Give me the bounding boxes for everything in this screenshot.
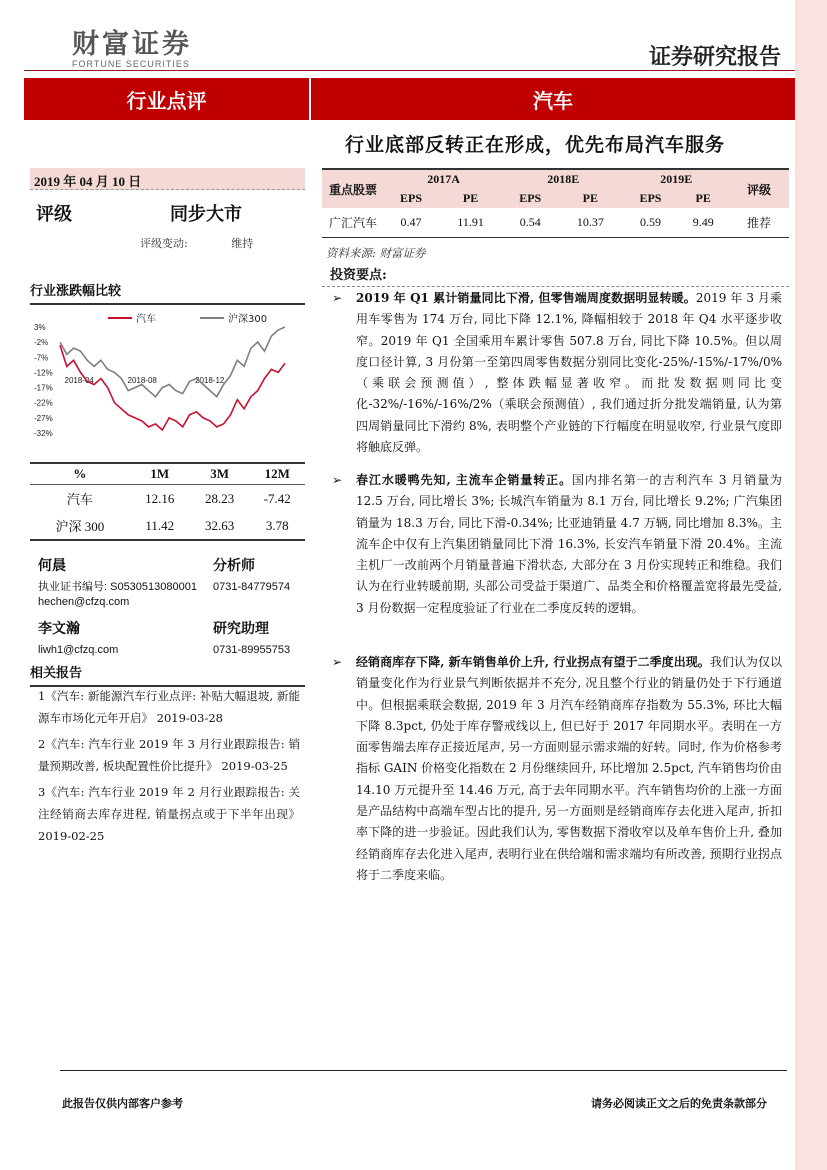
key-point xyxy=(332,470,782,619)
banner-category: 行业点评 xyxy=(126,88,207,113)
stock-cell: 11.91 xyxy=(438,208,503,238)
stock-cell: 0.47 xyxy=(384,208,438,238)
rating-change xyxy=(140,235,253,251)
analyst-name: 李文瀚 xyxy=(38,621,80,637)
perf-header: 3M xyxy=(190,463,250,485)
related-report-item[interactable]: 2《汽车: 汽车行业 2019 年 3 月行业跟踪报告: 销量预期改善, 板块配置性价比提升》 2019-03-25 xyxy=(38,737,300,773)
table-header-row xyxy=(322,169,789,189)
metric-header: EPS xyxy=(623,189,677,208)
key-points-heading: 投资要点: xyxy=(322,264,789,287)
series-line-hs300 xyxy=(60,327,285,397)
analyst-role: 分析师 xyxy=(213,558,255,574)
metric-header: PE xyxy=(557,189,623,208)
perf-cell: 11.42 xyxy=(130,512,190,540)
banner-industry: 汽车 xyxy=(309,78,795,120)
perf-cell: 汽车 xyxy=(66,492,93,507)
y-tick-label: -2% xyxy=(34,338,49,348)
rating-row xyxy=(30,200,305,226)
y-tick-label: -7% xyxy=(34,353,49,363)
logo-en: FORTUNE SECURITIES xyxy=(72,59,190,69)
y-tick-label: 3% xyxy=(34,323,46,332)
key-point xyxy=(332,288,782,458)
related-report-item[interactable]: 3《汽车: 汽车行业 2019 年 2 月行业跟踪报告: 关注经销商去库存进程, 销量拐点或于下半年出现》 2019-02-25 xyxy=(38,785,300,843)
legend-label: 汽车 xyxy=(136,314,156,325)
year-header: 2017A xyxy=(384,169,503,189)
chart-section-heading: 行业涨跌幅比较 xyxy=(30,280,305,305)
arrow-bullet-icon: ➢ xyxy=(332,473,343,487)
analyst-phone: 0731-84779574 xyxy=(213,581,291,593)
logo-cn: 财富证券 xyxy=(72,29,192,60)
performance-chart-svg xyxy=(30,305,305,450)
metric-header: EPS xyxy=(503,189,557,208)
analyst-role: 研究助理 xyxy=(213,621,269,637)
arrow-bullet-icon: ➢ xyxy=(332,655,343,669)
key-point-text: 我们认为仅以销量变化作为行业景气判断依据并不充分, 况且整个行业的销量仍处于下行通道中。但根据乘联会数据, 2019 年 3 月汽车经销商库存指数为 55.3%, 环比大幅下降 8.3pct, 仍处于库存警戒线以上, 但已好于 2017 年同期水平。表明在一方面零售端去库存正接近尾声, 另一方面则显示需求端的好转。同时, 作为价格参考指标 GAIN 价格变化指数在 2 月份继续回升, 环比增加 2.5pct, 汽车销售均价由 14.10 万元提升至 14.46 万元, 高于去年同期水平。汽车销售均价的上涨一方面是产品结构中高端车型占比的提升, 另一方面则是经销商库存去化进入尾声, 折扣率下降的进一步验证。因此我们认为, 零售数据下滑收窄以及单车售价上升, 叠加经销商库存去化进入尾声, 表明行业在供给端和需求端均有所改善, 预期行业拐点将于二季度来临。 xyxy=(356,655,782,882)
perf-cell: 12.16 xyxy=(145,490,175,506)
analyst-email[interactable]: hechen@cfzq.com xyxy=(38,596,130,608)
stock-col-header: 重点股票 xyxy=(322,169,384,208)
x-tick-label: 2018-08 xyxy=(127,376,157,385)
rating-change-value: 维持 xyxy=(231,237,254,250)
y-tick-label: -17% xyxy=(34,383,53,393)
key-point-headline: 2019 年 Q1 累计销量同比下滑, 但零售端周度数据明显转暖。 xyxy=(356,291,696,305)
stock-cell: 推荐 xyxy=(729,208,789,238)
stock-cell: 0.54 xyxy=(503,208,557,238)
perf-header: 12M xyxy=(250,463,305,485)
side-strip xyxy=(795,0,827,1170)
rating-col-header: 评级 xyxy=(729,169,789,208)
analyst-entry xyxy=(38,555,298,610)
report-title: 行业底部反转正在形成，优先布局汽车服务 xyxy=(345,134,726,156)
performance-chart xyxy=(30,305,305,450)
related-reports-heading: 相关报告 xyxy=(30,662,305,687)
analyst-phone: 0731-89955753 xyxy=(213,644,291,656)
year-header: 2018E xyxy=(503,169,623,189)
key-point-text: 2019 年 3 月乘用车零售为 174 万台, 同比下降 12.1%, 降幅相较于 2018 年 Q4 水平逐步收窄。2019 年 Q1 全国乘用车累计零售 507.8 万台, 同比下降 10.5%。但以周度口径计算, 3 月份第一至第四周零售数据分别同比变化-25%/-15%/-17%/0%（乘联会预测值）, 整体跌幅显著收窄。而批发数据则同比变化-32%/-16%/-16%/2%（乘联会预测值）, 我们通过折分批发端销量, 认为第四周销量同比下滑约 8%, 表明整个产业链的下行幅度在明显收窄, 行业景气度即将触底反弹。 xyxy=(356,291,782,455)
analyst-license: 执业证书编号: S0530513080001 xyxy=(38,581,197,593)
perf-cell: 32.63 xyxy=(190,512,250,540)
key-stock-table xyxy=(322,168,789,238)
rating-label: 评级 xyxy=(36,204,72,225)
perf-cell: 28.23 xyxy=(204,490,235,506)
key-point xyxy=(332,652,782,886)
category-banner xyxy=(24,78,795,120)
metric-header: PE xyxy=(677,189,729,208)
x-tick-label: 2018-12 xyxy=(195,376,225,385)
key-point-headline: 春江水暖鸭先知, 主流车企销量转正。 xyxy=(356,473,573,487)
analyst-name: 何晨 xyxy=(38,558,66,574)
arrow-bullet-icon: ➢ xyxy=(332,291,343,305)
table-row xyxy=(322,208,789,238)
source-note: 资料来源: 财富证券 xyxy=(326,246,426,260)
stock-cell: 9.49 xyxy=(677,208,729,238)
performance-table xyxy=(30,462,305,541)
analyst-entry xyxy=(38,618,298,658)
perf-cell: -7.42 xyxy=(263,490,291,506)
key-point-text: 国内排名第一的吉利汽车 3 月销量为 12.5 万台, 同比增长 3%; 长城汽车销量为 8.1 万台, 同比增长 9.2%; 广汽集团销量为 18.3 万台, 同比下滑-0.34%; 比亚迪销量 4.7 万辆, 同比增加 8.3%。主流车企中仅有上汽集团销量同比下滑 16.3%, 长安汽车销量下滑 20.4%。主流主机厂一改前两个月销量普遍下滑状态, 大部分在 3 月份实现转正和维稳。我们认为在行业转暖前期, 头部公司受益于渠道广、品类全和价格覆盖宽将最先受益, 3 月份数据一定程度验证了行业在二季度反转的逻辑。 xyxy=(356,473,783,615)
related-report-item[interactable]: 1《汽车: 新能源汽车行业点评: 补贴大幅退坡, 新能源车市场化元年开启》 2019-03-28 xyxy=(38,689,300,725)
table-row xyxy=(30,485,305,513)
footer-disclaimer-left: 此报告仅供内部客户参考 xyxy=(62,1097,183,1110)
x-tick-label: 2018-04 xyxy=(64,376,94,385)
metric-header: EPS xyxy=(384,189,438,208)
analyst-email[interactable]: liwh1@cfzq.com xyxy=(38,644,119,656)
y-tick-label: -27% xyxy=(34,413,53,423)
perf-cell: 3.78 xyxy=(250,512,305,540)
y-tick-label: -22% xyxy=(34,398,53,408)
perf-cell: 沪深 300 xyxy=(30,512,130,540)
rating-change-label: 评级变动: xyxy=(140,237,188,250)
perf-header: % xyxy=(30,463,130,485)
stock-cell: 10.37 xyxy=(557,208,623,238)
report-date: 2019 年 04 月 10 日 xyxy=(30,168,305,190)
rating-value: 同步大市 xyxy=(170,204,242,225)
y-tick-label: -32% xyxy=(34,429,53,438)
company-logo xyxy=(72,22,222,69)
stock-cell: 广汇汽车 xyxy=(322,208,384,238)
y-tick-label: -12% xyxy=(34,368,53,378)
report-type: 证券研究报告 xyxy=(648,44,781,70)
legend-label: 沪深300 xyxy=(228,314,268,325)
table-row xyxy=(30,512,305,540)
footer-disclaimer-right: 请务必阅读正文之后的免责条款部分 xyxy=(591,1097,767,1110)
year-header: 2019E xyxy=(623,169,729,189)
analyst-block xyxy=(38,555,298,658)
footer-divider xyxy=(60,1070,787,1071)
perf-header: 1M xyxy=(130,463,190,485)
key-point-headline: 经销商库存下降, 新车销售单价上升, 行业拐点有望于二季度出现。 xyxy=(356,655,710,669)
metric-header: PE xyxy=(438,189,503,208)
related-reports-list xyxy=(38,685,300,851)
header-divider xyxy=(24,70,795,71)
table-header-row xyxy=(322,189,789,208)
stock-cell: 0.59 xyxy=(623,208,677,238)
